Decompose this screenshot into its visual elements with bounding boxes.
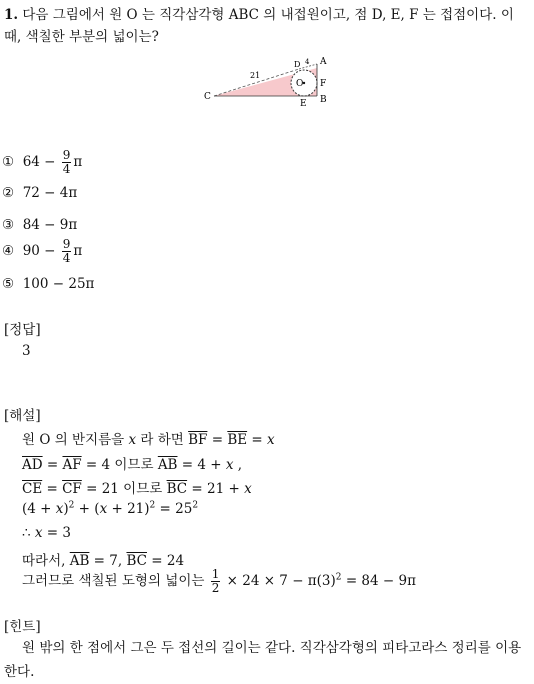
label-b: B [320, 95, 327, 105]
label-d: D [294, 60, 301, 69]
explanation-line-1: 원 O 의 반지름을 x 라 하면 $\overline{BF} = \overline{BE} = x$ [22, 432, 275, 448]
question-text [4, 4, 530, 48]
choice-mark: ③ [2, 217, 15, 233]
explanation-header: [해설] [4, 408, 41, 424]
triangle-figure [200, 52, 340, 107]
label-f: F [320, 79, 327, 89]
choice-mark: ① [2, 154, 15, 170]
choice-text: 64 − [22, 154, 56, 170]
hint-text: 원 밖의 한 점에서 그은 두 접선의 길이는 같다. 직각삼각형의 피타고라스 정리를 이용한다. [4, 640, 522, 680]
question-body: 다음 그림에서 원 O 는 직각삼각형 ABC 의 내접원이고, 점 D, E, F 는 접점이다. 이 때, 색칠한 부분의 넓이는? [4, 7, 514, 45]
explanation-line-2: $\overline{AD} = \overline{AF} = 4$ 이므로 $\overline{AB} = 4 + x$ , [22, 457, 243, 473]
choice-5[interactable] [2, 276, 94, 292]
explanation-line-4: $(4 + x)^2 + (x + 21)^2 = 25^2$ [22, 500, 199, 517]
choice-4[interactable]: ④ 90 − $\frac{9}{4}$ π [2, 237, 83, 265]
answer-header: [정답] [4, 322, 41, 338]
hint-header: [힌트] [4, 619, 41, 635]
choice-text: 72 − 4π [22, 185, 78, 201]
label-a: A [320, 57, 327, 67]
label-o: O [296, 79, 304, 89]
choice-mark: ④ [2, 243, 15, 259]
choice-text: 90 − [22, 243, 56, 259]
fraction: $\frac{9}{4}$ [62, 148, 71, 176]
fraction: $\frac{9}{4}$ [62, 237, 71, 265]
choice-mark: ⑤ [2, 276, 15, 292]
answer-value: 3 [22, 343, 31, 359]
choice-mark: ② [2, 185, 15, 201]
explanation-line-6: 따라서, $\overline{AB} = 7$, $\overline{BC} = 24$ [22, 553, 185, 569]
explanation-line-5: ∴ x = 3 [22, 525, 71, 541]
choice-1[interactable]: ① 64 − $\frac{9}{4}$ π [2, 148, 83, 176]
label-e: E [300, 99, 307, 107]
choice-2[interactable] [2, 185, 77, 201]
label-4: 4 [305, 58, 310, 66]
explanation-line-7: 그러므로 색칠된 도형의 넓이는 $\frac{1}{2}$ × $24 \times 7 - \pi(3)^2 = 84 - 9\pi$ [22, 567, 416, 595]
choice-text: 100 − 25π [22, 276, 95, 292]
fraction: $\frac{1}{2}$ [211, 567, 220, 595]
choice-text: 84 − 9π [22, 217, 78, 233]
label-c: C [204, 92, 211, 102]
choice-3[interactable] [2, 217, 77, 233]
question-number: 1. [4, 7, 19, 23]
label-21: 21 [250, 71, 261, 80]
explanation-line-3: $\overline{CE} = \overline{CF} = 21$ 이므로 $\overline{BC} = 21 + x$ [22, 481, 252, 497]
